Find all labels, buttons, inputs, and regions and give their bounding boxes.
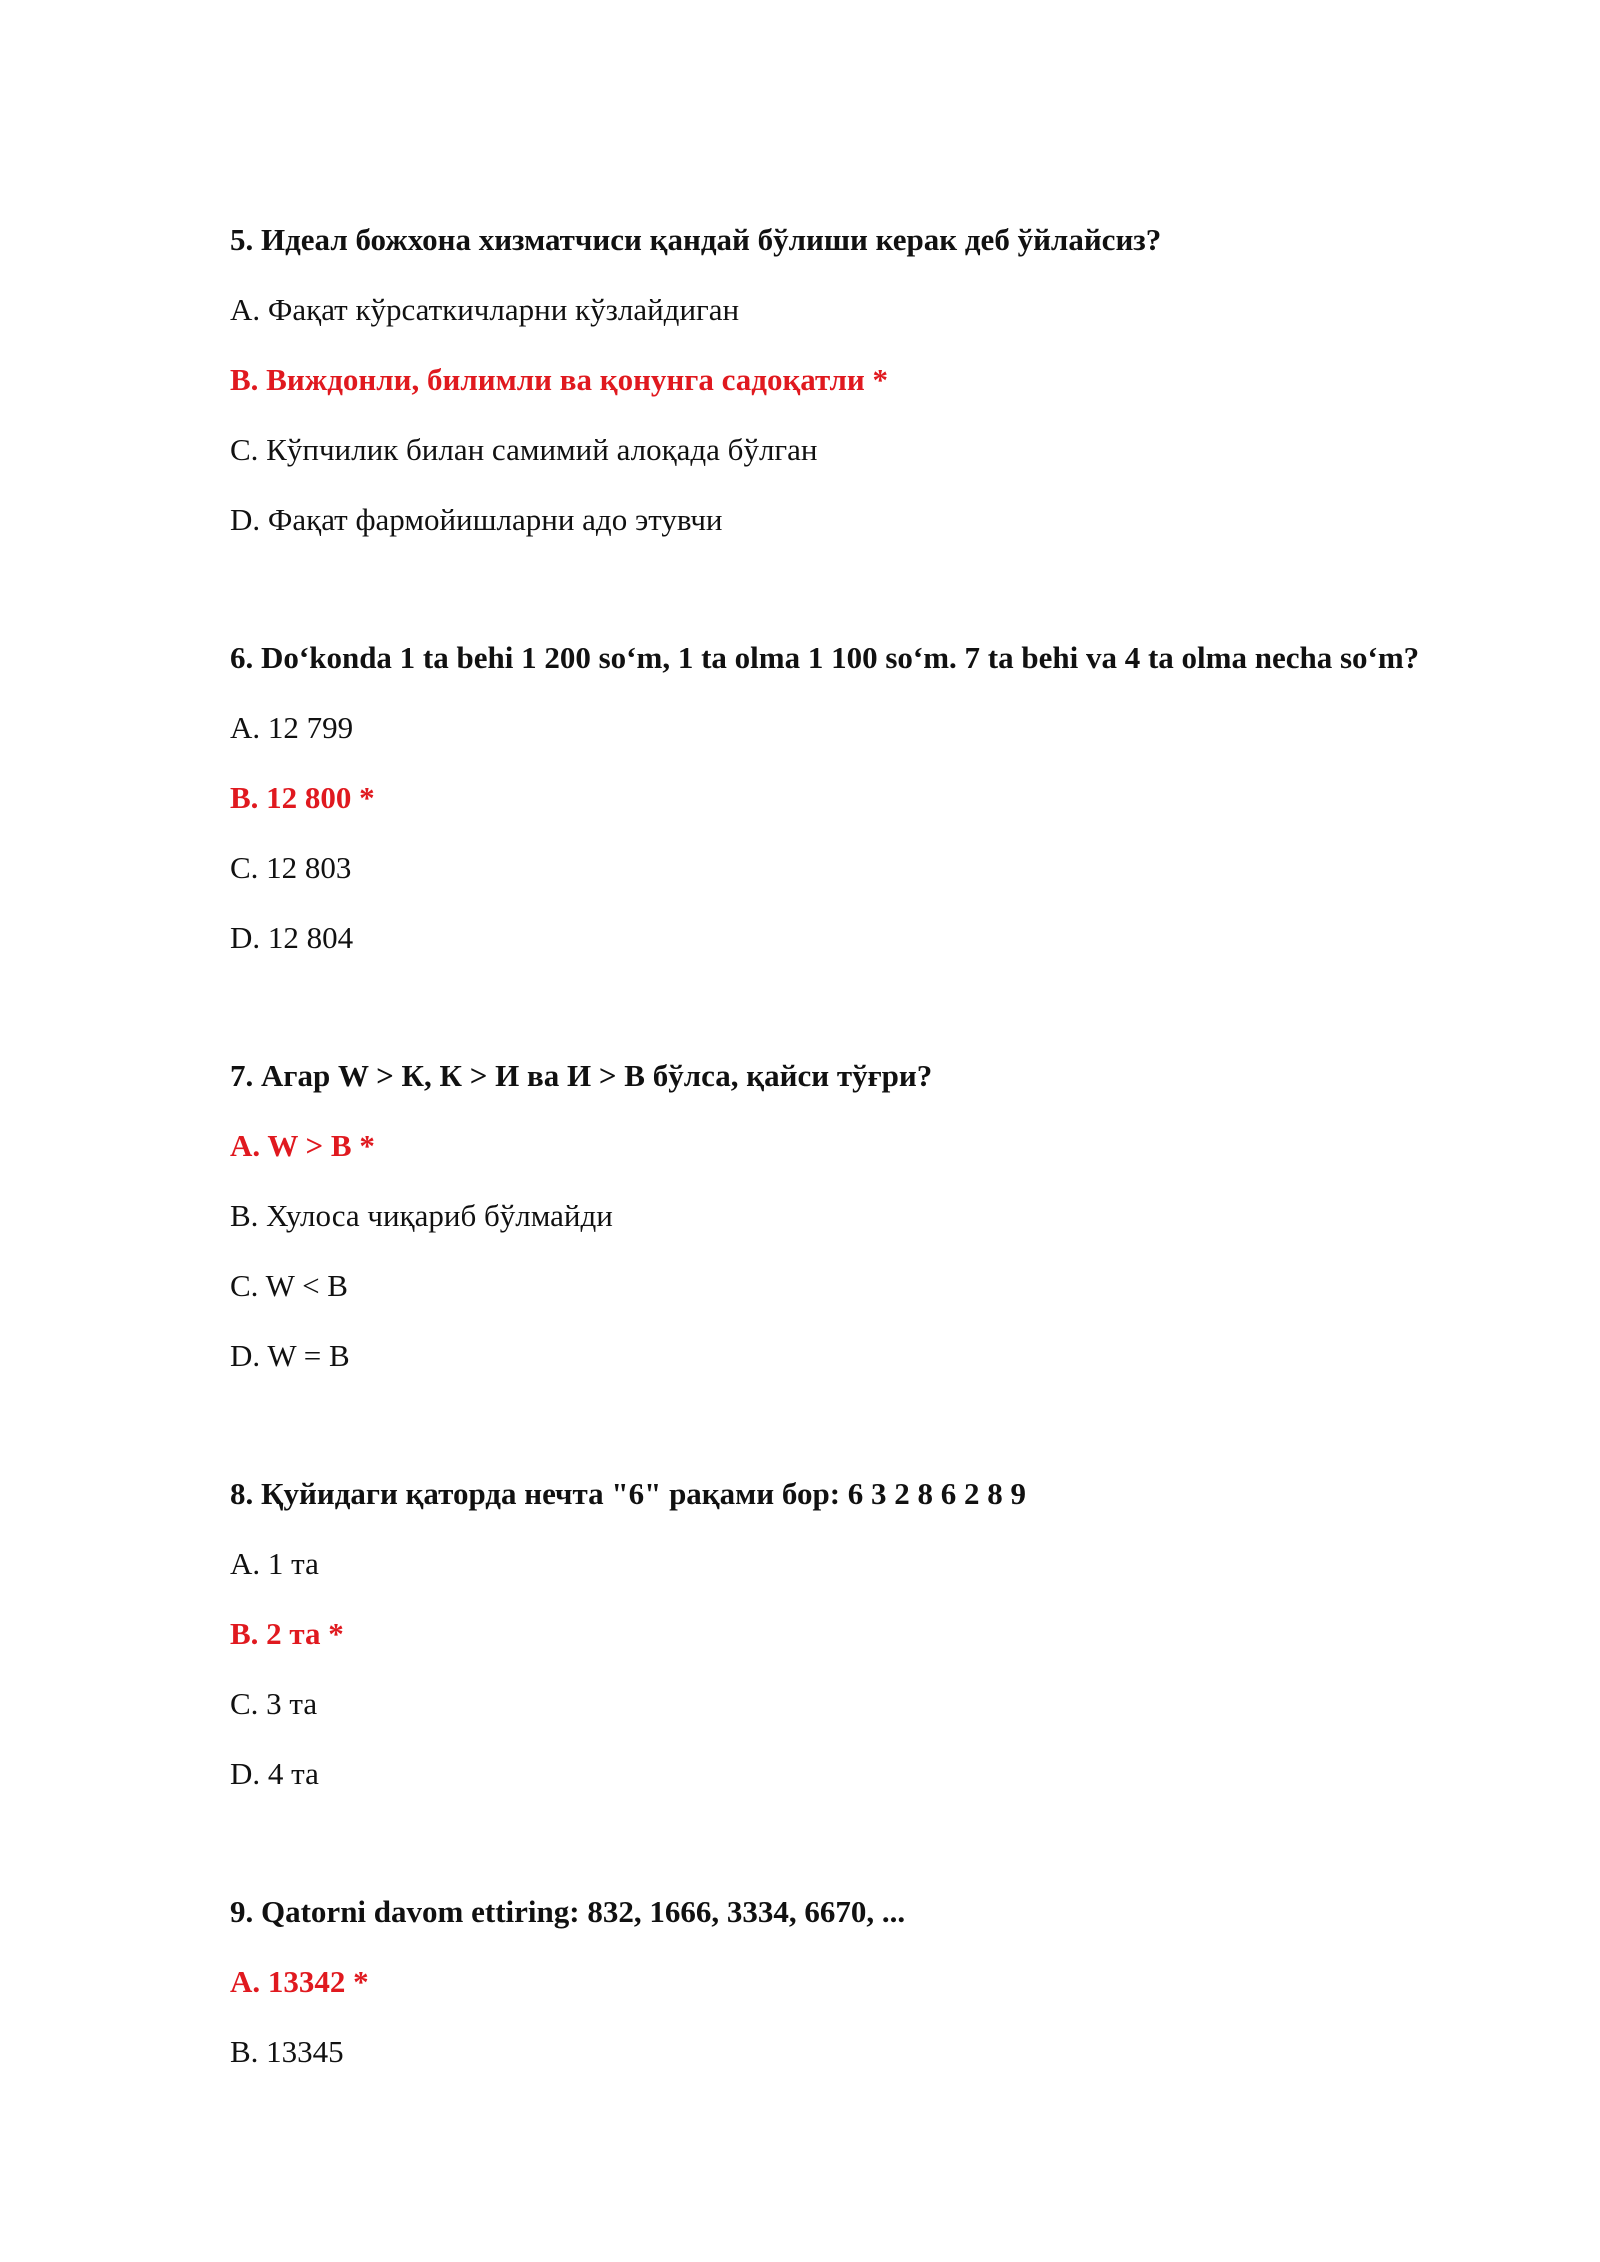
question-title: 5. Идеал божхона хизматчиси қандай бўлиши керак деб ўйлайсиз? [230, 222, 1162, 257]
answer-option-a: A. 1 та [230, 1546, 319, 1581]
answer-option-c: C. 3 та [230, 1686, 318, 1721]
question-7 [230, 1056, 1530, 1376]
answer-option-d: D. 4 та [230, 1756, 319, 1791]
question-title: 9. Qatorni davom ettiring: 832, 1666, 3334, 6670, ... [230, 1894, 906, 1929]
question-title: 7. Агар W > К, К > И ва И > В бўлса, қайси тўғри? [230, 1058, 933, 1093]
answer-option-a: A. 12 799 [230, 710, 354, 745]
answer-option-c: C. W < В [230, 1268, 348, 1303]
answer-option-c: C. 12 803 [230, 850, 352, 885]
answer-option-c: C. Кўпчилик билан самимий алоқада бўлган [230, 432, 818, 467]
answer-option-b-correct: B. 2 та * [230, 1616, 344, 1651]
answer-option-a-correct: A. 13342 * [230, 1964, 369, 1999]
question-6 [230, 638, 1530, 958]
answer-option-d: D. 12 804 [230, 920, 354, 955]
question-9 [230, 1892, 1530, 2072]
question-5 [230, 220, 1530, 540]
answer-option-b-correct: B. 12 800 * [230, 780, 375, 815]
answer-option-b: B. Хулоса чиқариб бўлмайди [230, 1198, 613, 1233]
question-title: 6. Do‘konda 1 ta behi 1 200 so‘m, 1 ta olma 1 100 so‘m. 7 ta behi va 4 ta olma necha so‘m? [230, 640, 1420, 675]
answer-option-d: D. W = В [230, 1338, 350, 1373]
answer-option-b-correct: B. Виждонли, билимли ва қонунга садоқатли * [230, 362, 888, 397]
answer-option-a: A. Фақат кўрсаткичларни кўзлайдиган [230, 292, 740, 327]
question-title: 8. Қуйидаги қаторда нечта "6" рақами бор: 6 3 2 8 6 2 8 9 [230, 1476, 1027, 1511]
question-8 [230, 1474, 1530, 1794]
answer-option-d: D. Фақат фармойишларни адо этувчи [230, 502, 723, 537]
answer-option-b: B. 13345 [230, 2034, 344, 2069]
answer-option-a-correct: A. W > В * [230, 1128, 375, 1163]
